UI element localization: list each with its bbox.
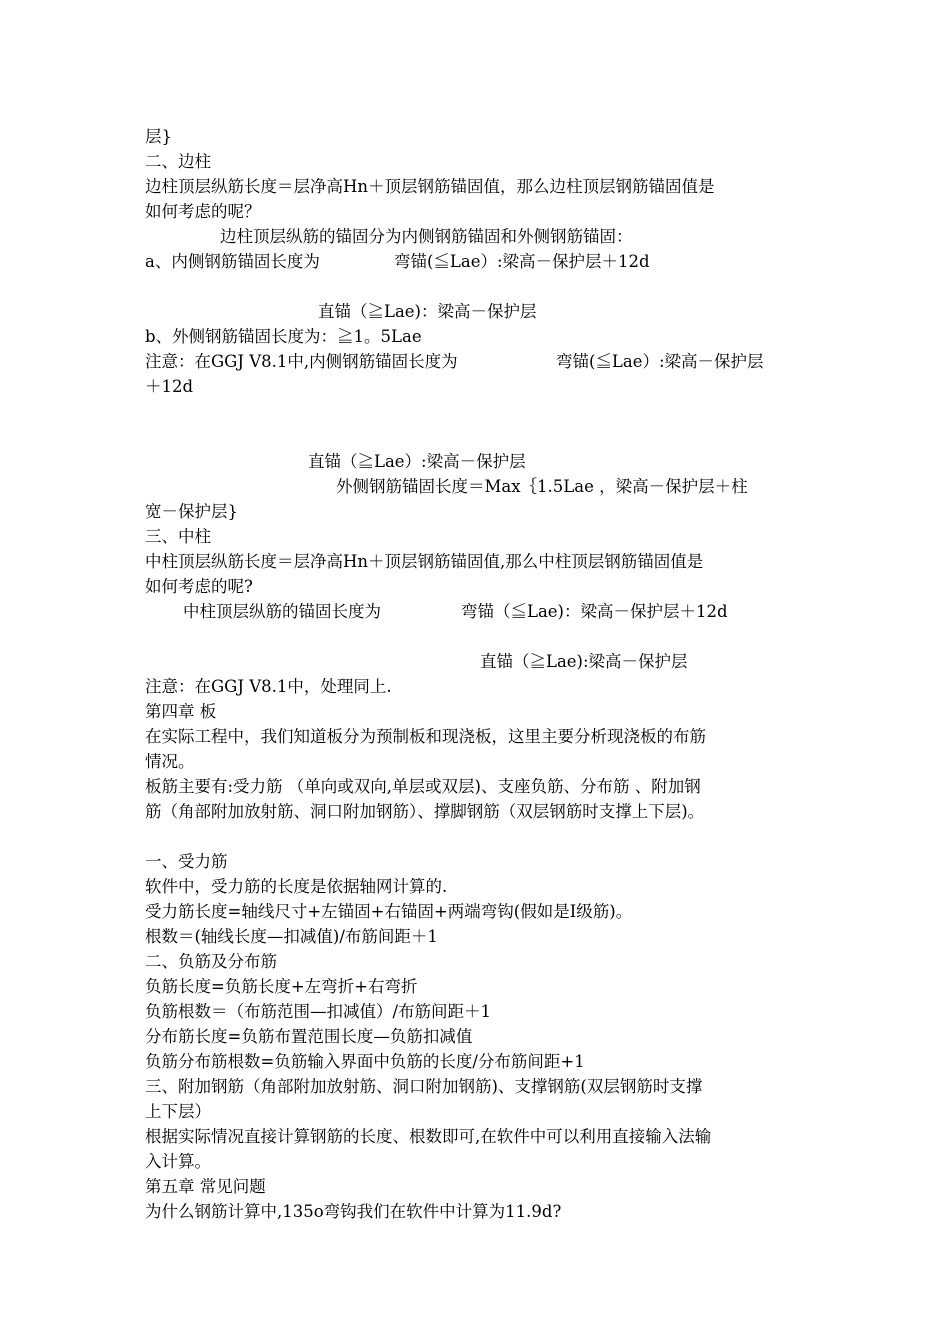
text-line: 负筋根数＝（布筋范围—扣减值）/布筋间距＋1 (145, 1002, 492, 1021)
text-line: 如何考虑的呢? (145, 577, 253, 596)
text-line: 弯锚（≦Lae)：梁高－保护层＋12d (461, 602, 728, 621)
text-line: 板筋主要有:受力筋 （单向或双向,单层或双层)、支座负筋、分布筋 、附加钢 (145, 777, 701, 796)
text-line: 根数＝(轴线长度—扣减值)/布筋间距＋1 (145, 927, 438, 946)
text-line: 上下层） (145, 1102, 211, 1121)
text-line: 入计算。 (145, 1152, 211, 1171)
section-heading: 一、受力筋 (145, 852, 228, 871)
text-line: 为什么钢筋计算中,135o弯钩我们在软件中计算为11.9d? (145, 1202, 562, 1221)
text-line: 直锚（≧Lae):梁高－保护层 (480, 652, 688, 671)
text-line: 在实际工程中，我们知道板分为预制板和现浇板，这里主要分析现浇板的布筋 (145, 727, 706, 746)
text-line: 分布筋长度=负筋布置范围长度—负筋扣减值 (145, 1027, 473, 1046)
chapter-heading: 第五章 常见问题 (145, 1177, 266, 1196)
text-line: 弯锚(≦Lae）:梁高－保护层＋12d (394, 252, 650, 271)
note-line: 注意：在GGJ V8.1中，处理同上. (145, 677, 392, 696)
text-line: 直锚（≧Lae)：梁高－保护层 (318, 302, 537, 321)
text-line: 边柱顶层纵筋的锚固分为内侧钢筋锚固和外侧钢筋锚固： (220, 227, 633, 246)
text-line: a、内侧钢筋锚固长度为 (145, 252, 320, 271)
text-line: 宽－保护层} (145, 502, 238, 521)
text-line: 层} (145, 127, 172, 146)
section-heading: 二、边柱 (145, 152, 211, 171)
chapter-heading: 第四章 板 (145, 702, 217, 721)
text-line: 边柱顶层纵筋长度＝层净高Hn＋顶层钢筋锚固值，那么边柱顶层钢筋锚固值是 (145, 177, 715, 196)
text-line: b、外侧钢筋锚固长度为：≧1。5Lae (145, 327, 422, 346)
text-line: 中柱顶层纵筋长度＝层净高Hn＋顶层钢筋锚固值,那么中柱顶层钢筋锚固值是 (145, 552, 704, 571)
note-line: 注意：在GGJ V8.1中,内侧钢筋锚固长度为 (145, 352, 458, 371)
text-line: 情况。 (145, 752, 195, 771)
text-line: 直锚（≧Lae）:梁高－保护层 (308, 452, 526, 471)
section-heading: 三、附加钢筋（角部附加放射筋、洞口附加钢筋)、支撑钢筋(双层钢筋时支撑 (145, 1077, 703, 1096)
text-line: 中柱顶层纵筋的锚固长度为 (183, 602, 381, 621)
text-line: 外侧钢筋锚固长度＝Max｛1.5Lae ，梁高－保护层＋柱 (336, 477, 748, 496)
text-line: 如何考虑的呢？ (145, 202, 261, 221)
text-line: 根据实际情况直接计算钢筋的长度、根数即可,在软件中可以利用直接输入法输 (145, 1127, 712, 1146)
text-line: 负筋分布筋根数=负筋输入界面中负筋的长度/分布筋间距+1 (145, 1052, 585, 1071)
section-heading: 二、负筋及分布筋 (145, 952, 277, 971)
text-line: 弯锚(≦Lae）:梁高－保护层 (556, 352, 764, 371)
text-line: 负筋长度=负筋长度+左弯折+右弯折 (145, 977, 418, 996)
text-line: 受力筋长度=轴线尺寸+左锚固+右锚固+两端弯钩(假如是Ⅰ级筋)。 (145, 902, 633, 921)
section-heading: 三、中柱 (145, 527, 211, 546)
text-line: 软件中，受力筋的长度是依据轴网计算的. (145, 877, 448, 896)
text-line: 筋（角部附加放射筋、洞口附加钢筋）、撑脚钢筋（双层钢筋时支撑上下层)。 (145, 802, 705, 821)
text-line: ＋12d (145, 377, 194, 396)
